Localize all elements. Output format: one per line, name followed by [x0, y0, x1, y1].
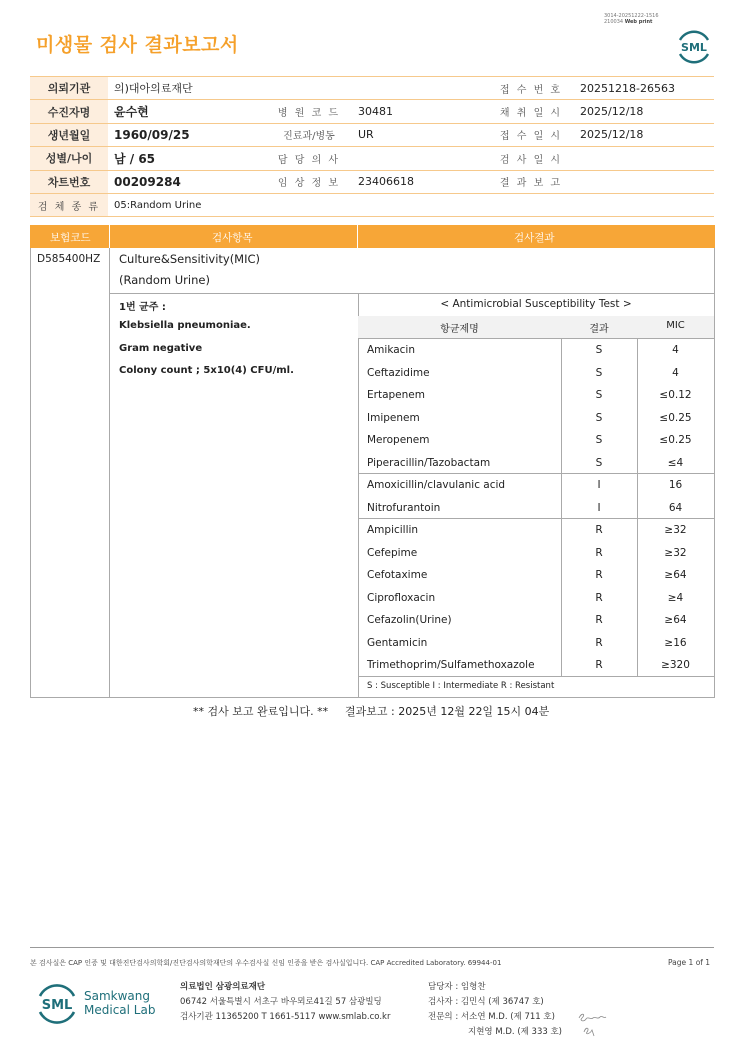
drug-result: S — [595, 389, 603, 401]
drug-mic: 4 — [672, 344, 679, 356]
patient-info-table — [30, 76, 714, 217]
drug-mic: ≥32 — [664, 546, 687, 559]
org-contact: 검사기관 11365200 T 1661-5117 www.smlab.co.kr — [180, 1012, 391, 1022]
drug-result: R — [595, 546, 603, 559]
drug-name: Cefepime — [367, 546, 418, 559]
drug-result: R — [595, 614, 603, 626]
drug-result: R — [595, 636, 603, 649]
label-patient-name: 수진자명 — [30, 100, 108, 123]
drug-result: I — [597, 479, 601, 491]
brand-line2: Medical Lab — [84, 1003, 156, 1017]
drug-result: R — [595, 524, 603, 536]
result-header-bar — [30, 225, 715, 248]
drug-mic: 4 — [672, 366, 679, 379]
drug-name: Nitrofurantoin — [367, 501, 441, 514]
drug-mic: ≥64 — [664, 614, 687, 626]
col-result: 결과 — [589, 324, 609, 335]
label-receipt-number: 접 수 번 호 — [488, 77, 574, 100]
staff-name: 임형찬 — [460, 982, 486, 992]
drug-name: Ciprofloxacin — [367, 591, 436, 604]
label-department: 진료과/병동 — [266, 123, 352, 146]
drug-name: Trimethoprim/Sulfamethoxazole — [367, 659, 535, 671]
org-name: 의료법인 삼광의료재단 — [180, 982, 266, 992]
label-clinical-info: 임 상 정 보 — [266, 170, 352, 193]
sex-age: 남 / 65 — [108, 147, 266, 170]
brand-name — [84, 989, 155, 1017]
requesting-institution: 의)대아의료재단 — [108, 77, 488, 100]
drug-mic: ≥16 — [664, 636, 687, 649]
receipt-date: 2025/12/18 — [574, 123, 714, 146]
label-sex-age: 성별/나이 — [30, 147, 108, 170]
doctor — [352, 147, 488, 170]
report-time: 결과보고 : 2025년 12월 22일 15시 04분 — [345, 705, 550, 718]
label-report-date: 결 과 보 고 — [488, 170, 574, 193]
drug-result: S — [595, 344, 603, 356]
drug-name: Cefotaxime — [367, 569, 428, 581]
report-complete-note: ** 검사 보고 완료입니다. ** — [193, 705, 329, 718]
drug-result: R — [595, 591, 603, 604]
print-code — [604, 13, 659, 25]
col-test-result: 검사결과 — [514, 232, 555, 244]
label-specialist: 전문의 : — [428, 1012, 459, 1022]
report-date — [574, 170, 714, 193]
ast-legend: S : Susceptible I : Intermediate R : Resistant — [367, 681, 555, 691]
col-test-item: 검사항목 — [212, 232, 253, 244]
samkwang-logo-icon — [36, 982, 78, 1024]
print-code-id: 210034 — [604, 19, 624, 25]
brand-logo-text: SML — [41, 998, 73, 1013]
drug-name: Piperacillin/Tazobactam — [367, 456, 491, 469]
drug-mic: ≤0.25 — [659, 434, 692, 446]
logo-text: SML — [681, 41, 707, 54]
drug-result: S — [595, 456, 603, 469]
org-info — [180, 980, 390, 1025]
drug-mic: ≥4 — [667, 591, 684, 604]
drug-name: Ampicillin — [367, 524, 419, 536]
staff-info — [428, 980, 562, 1040]
drug-name: Cefazolin(Urine) — [367, 614, 452, 626]
specialist-1: 서소연 M.D. (제 711 호) — [460, 1012, 555, 1022]
print-code-line1: 3014-20251222-1516 — [604, 13, 659, 19]
collection-date: 2025/12/18 — [574, 100, 714, 123]
drug-mic: ≥32 — [664, 524, 687, 536]
drug-name: Meropenem — [367, 434, 430, 446]
label-birth-date: 생년월일 — [30, 123, 108, 146]
col-drug-name: 항균제명 — [440, 324, 479, 335]
ast-title: < Antimicrobial Susceptibility Test > — [440, 298, 632, 310]
hospital-code: 30481 — [352, 100, 488, 123]
drug-mic: ≥64 — [664, 569, 687, 581]
drug-mic: 16 — [668, 479, 683, 491]
brand-line1: Samkwang — [84, 989, 150, 1003]
label-collection-date: 채 취 일 시 — [488, 100, 574, 123]
drug-mic: ≤0.12 — [659, 389, 692, 401]
colony-count: Colony count ; 5x10(4) CFU/ml. — [119, 365, 294, 376]
label-tester: 검사자 : — [428, 997, 459, 1007]
drug-name: Amoxicillin/clavulanic acid — [367, 479, 506, 491]
org-address: 06742 서울특별시 서초구 바우뫼로41길 57 삼광빌딩 — [180, 997, 382, 1007]
organism-name: Klebsiella pneumoniae. — [119, 320, 251, 331]
organism-label: 1번 균주 : — [119, 302, 166, 313]
drug-result: S — [595, 434, 603, 446]
specimen-type: 05:Random Urine — [108, 193, 714, 216]
page-number: Page 1 of 1 — [668, 958, 711, 967]
drug-result: I — [597, 501, 601, 514]
label-hospital-code: 병 원 코 드 — [266, 100, 352, 123]
drug-name: Ertapenem — [367, 389, 425, 401]
chart-number: 00209284 — [108, 170, 266, 193]
label-requesting-institution: 의뢰기관 — [30, 77, 108, 100]
birth-date: 1960/09/25 — [108, 123, 266, 146]
drug-name: Imipenem — [367, 411, 420, 424]
specialist-2: 지현영 M.D. (제 333 호) — [468, 1027, 563, 1037]
print-mode: Web print — [624, 19, 653, 25]
label-chart-number: 차트번호 — [30, 170, 108, 193]
drug-result: S — [595, 366, 603, 379]
drug-result: R — [595, 569, 603, 581]
col-insurance-code: 보험코드 — [50, 232, 91, 244]
drug-name: Amikacin — [367, 344, 416, 356]
test-date — [574, 147, 714, 170]
drug-result: S — [595, 411, 603, 424]
insurance-code: D585400HZ — [37, 253, 101, 265]
col-mic: MIC — [666, 320, 685, 331]
patient-name: 윤수현 — [108, 100, 266, 123]
accreditation-note: 본 검사실은 CAP 인증 및 대한진단검사의학회/진단검사의학재단의 우수검사실 신임 인증을 받은 검사실입니다. CAP Accredited Laboratory. 69944-01 — [30, 959, 502, 967]
clinical-info: 23406618 — [352, 170, 488, 193]
gram-stain: Gram negative — [119, 343, 203, 354]
drug-mic: ≤4 — [667, 456, 684, 469]
sml-logo-icon — [676, 28, 712, 64]
drug-result: R — [595, 659, 603, 671]
tester-name: 김민식 (제 36747 호) — [460, 997, 544, 1007]
label-doctor: 담 당 의 사 — [266, 147, 352, 170]
drug-mic: ≤0.25 — [659, 411, 692, 424]
drug-name: Ceftazidime — [367, 366, 430, 379]
label-receipt-date: 접 수 일 시 — [488, 123, 574, 146]
specimen-label: (Random Urine) — [119, 273, 210, 287]
drug-name: Gentamicin — [367, 636, 428, 649]
page-title: 미생물 검사 결과보고서 — [36, 34, 239, 56]
label-test-date: 검 사 일 시 — [488, 147, 574, 170]
receipt-number: 20251218-26563 — [574, 77, 714, 100]
signature-icon — [576, 1010, 610, 1040]
label-staff: 담당자 : — [428, 982, 459, 992]
department: UR — [352, 123, 488, 146]
label-specimen-type: 검 체 종 류 — [30, 193, 108, 216]
test-name: Culture&Sensitivity(MIC) — [119, 252, 261, 266]
drug-mic: 64 — [668, 501, 683, 514]
drug-mic: ≥320 — [661, 659, 690, 671]
